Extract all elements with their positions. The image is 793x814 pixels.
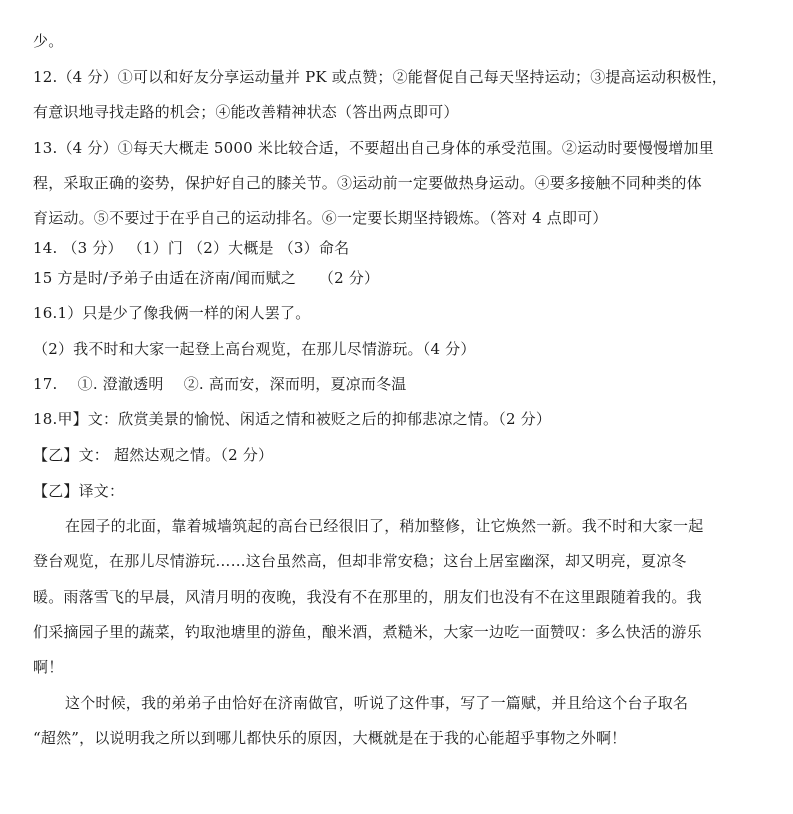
translation-para-1-line-1: 在园子的北面，靠着城墙筑起的高台已经很旧了，稍加整修，让它焕然一新。我不时和大家一起 <box>65 517 704 535</box>
answer-13-line-3: 育运动。⑤不要过于在乎自己的运动排名。⑥一定要长期坚持锻炼。（答对 4 点即可） <box>33 209 608 227</box>
answer-18-yi: 【乙】文： 超然达观之情。（2 分） <box>33 446 274 464</box>
answer-13-line-1: 13.（4 分）①每天大概走 5000 米比较合适，不要超出自己身体的承受范围。②运动时要慢慢增加里 <box>33 139 714 157</box>
translation-para-1-line-2: 登台观览，在那儿尽情游玩……这台虽然高，但却非常安稳；这台上居室幽深，却又明亮，夏凉冬 <box>33 552 687 570</box>
answer-12-line-1: 12.（4 分）①可以和好友分享运动量并 PK 或点赞；②能督促自己每天坚持运动；③提高运动积极性， <box>33 68 728 86</box>
answer-15: 15 方是时/予弟子由适在济南/闻而赋之 （2 分） <box>33 269 380 287</box>
answer-14: 14. （3 分） （1）门 （2）大概是 （3）命名 <box>33 239 350 257</box>
translation-para-1-line-3: 暖。雨落雪飞的早晨，风清月明的夜晚，我没有不在那里的，朋友们也没有不在这里跟随着我的。我 <box>33 588 702 606</box>
answer-13-line-2: 程，采取正确的姿势，保护好自己的膝关节。③运动前一定要做热身运动。④要多接触不同种类的体 <box>33 174 702 192</box>
text-line: 少。 <box>33 32 64 50</box>
answer-16-part-1: 16.1）只是少了像我俩一样的闲人罢了。 <box>33 304 311 322</box>
answer-17: 17. ①. 澄澈透明 ②. 高而安，深而明，夏凉而冬温 <box>33 375 407 393</box>
answer-16-part-2: （2）我不时和大家一起登上高台观览，在那儿尽情游玩。（4 分） <box>33 340 476 358</box>
translation-para-1-line-5: 啊！ <box>33 658 64 676</box>
translation-para-2-line-1: 这个时候，我的弟弟子由恰好在济南做官，听说了这件事，写了一篇赋，并且给这个台子取名 <box>65 694 689 712</box>
answer-18-jia: 18.甲】文：欣赏美景的愉悦、闲适之情和被贬之后的抑郁悲凉之情。（2 分） <box>33 410 552 428</box>
answer-12-line-2: 有意识地寻找走路的机会；④能改善精神状态（答出两点即可） <box>33 103 459 121</box>
translation-para-1-line-4: 们采摘园子里的蔬菜，钓取池塘里的游鱼，酿米酒，煮糙米，大家一边吃一面赞叹：多么快活的游乐 <box>33 623 702 641</box>
translation-heading: 【乙】译文： <box>33 482 125 500</box>
translation-para-2-line-2: “超然”，以说明我之所以到哪儿都快乐的原因，大概就是在于我的心能超乎事物之外啊！ <box>33 729 627 747</box>
